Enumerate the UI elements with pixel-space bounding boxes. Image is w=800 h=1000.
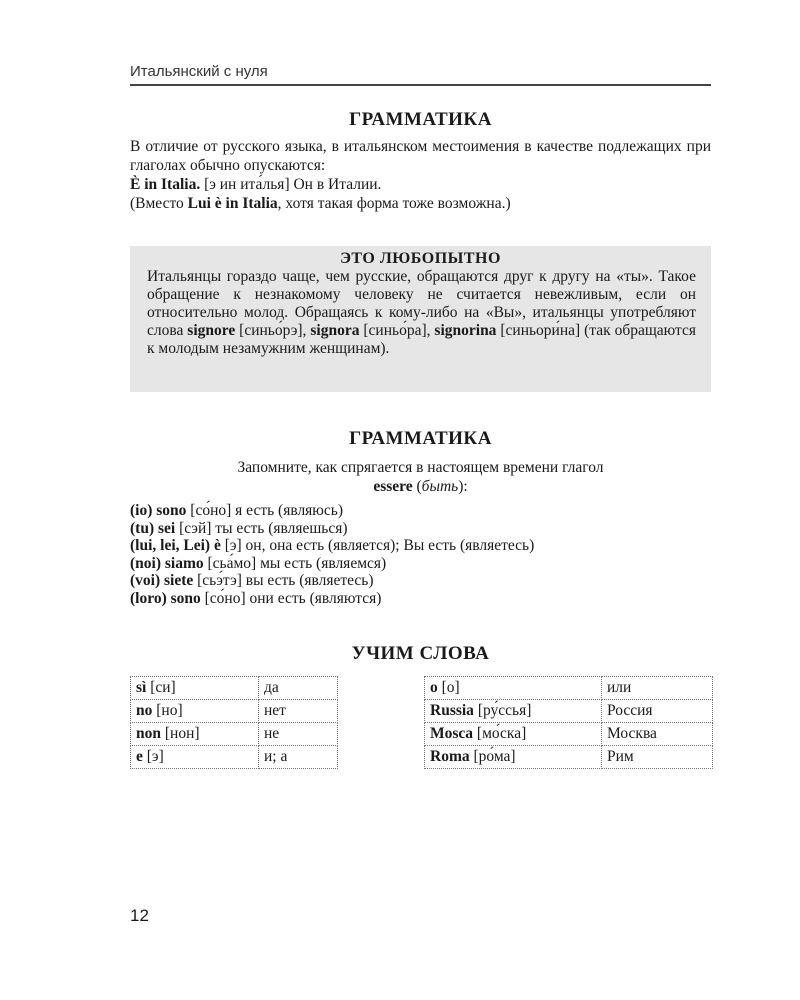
vocab-italian: sì xyxy=(136,679,147,696)
table-row xyxy=(425,677,713,700)
table-row xyxy=(131,700,338,723)
vocab-word-cell xyxy=(425,723,602,746)
table-row xyxy=(131,746,338,769)
word-signore: signore xyxy=(187,322,236,339)
vocab-italian: Russia xyxy=(430,702,474,719)
conjugation-row xyxy=(130,502,711,520)
vocab-pron: [мо́ска] xyxy=(473,725,527,742)
table-row xyxy=(131,723,338,746)
conj-translation: [сэй] ты есть (являешься) xyxy=(175,519,348,537)
conj-italian: (tu) sei xyxy=(130,519,176,537)
header-rule xyxy=(130,84,711,86)
conj-italian: (io) sono xyxy=(130,502,187,519)
vocab-word-cell xyxy=(425,746,602,769)
conjugation-row xyxy=(130,555,711,573)
note-italian: Lui è in Italia xyxy=(187,195,278,212)
curious-text-2: [синьо́рэ], xyxy=(235,322,311,339)
verb-meaning: быть xyxy=(421,478,459,495)
vocab-translation: Рим xyxy=(602,746,713,769)
word-signorina: signorina xyxy=(434,322,497,339)
vocab-translation: Россия xyxy=(602,700,713,723)
conj-translation: [со́но] они есть (являются) xyxy=(200,589,382,607)
conjugation-row xyxy=(130,537,711,555)
vocab-pron: [ро́ма] xyxy=(469,748,516,765)
curious-title: ЭТО ЛЮБОПЫТНО xyxy=(340,250,501,267)
vocab-pron: [нон] xyxy=(161,725,200,742)
conj-italian: (loro) sono xyxy=(130,589,201,607)
vocab-word-cell xyxy=(425,700,602,723)
vocab-italian: o xyxy=(430,679,438,696)
vocab-translation: или xyxy=(602,677,713,700)
vocab-translation: нет xyxy=(259,700,338,723)
paren-open: ( xyxy=(412,478,422,495)
grammar-1-note xyxy=(130,194,711,213)
running-head: Итальянский с нуля xyxy=(130,63,268,80)
intro-line-1: Запомните, как спрягается в настоящем времени глагол xyxy=(237,459,604,476)
vocab-italian: non xyxy=(136,725,161,742)
grammar-1-body xyxy=(130,137,711,213)
curious-text-1: Итальянцы гораздо чаще, чем русские, обращаются друг к другу на «ты». Такое обращение к незнакомому человеку не считается невежливым, если он относительно молод. Обращаясь к кому-либо на «Вы», итальянцы употребляют слова xyxy=(147,268,696,339)
conj-italian: (voi) siete xyxy=(130,572,194,590)
conjugation-list xyxy=(130,502,711,608)
paren-close: ): xyxy=(458,478,468,495)
vocab-word-cell xyxy=(425,677,602,700)
conj-translation: [сьа́мо] мы есть (являемся) xyxy=(203,554,387,572)
vocab-pron: [о] xyxy=(437,679,460,696)
conj-translation: [со́но] я есть (являюсь) xyxy=(186,502,343,519)
conj-italian: (lui, lei, Lei) è xyxy=(130,537,221,555)
vocab-table-right xyxy=(424,676,713,769)
vocab-word-cell xyxy=(131,700,259,723)
table-row xyxy=(131,677,338,700)
verb-essere: essere xyxy=(373,478,413,495)
vocab-italian: Roma xyxy=(430,748,470,765)
vocab-word-cell xyxy=(131,746,259,769)
vocab-italian: Mosca xyxy=(430,725,474,742)
grammar-1-example xyxy=(130,175,711,194)
table-row xyxy=(425,723,713,746)
page-number: 12 xyxy=(130,906,149,925)
conjugation-row xyxy=(130,590,711,608)
vocab-pron: [ру́ссья] xyxy=(473,702,532,719)
vocab-word-cell xyxy=(131,723,259,746)
conj-translation: [сьэ́тэ] вы есть (являетесь) xyxy=(193,572,374,590)
curious-text-4: [синьори́на] (так обращаются к молодым незамужним женщинам). xyxy=(147,322,696,357)
vocab-translation: и; а xyxy=(259,746,338,769)
vocab-heading: УЧИМ СЛОВА xyxy=(351,643,490,664)
vocab-pron: [си] xyxy=(146,679,176,696)
example-italian: È in Italia. xyxy=(130,176,201,193)
conj-italian: (noi) siamo xyxy=(130,554,204,572)
vocab-translation: да xyxy=(259,677,338,700)
table-row xyxy=(425,746,713,769)
conjugation-row xyxy=(130,572,711,590)
vocab-word-cell xyxy=(131,677,259,700)
vocab-pron: [но] xyxy=(152,702,183,719)
conjugation-row xyxy=(130,520,711,538)
curious-text-3: [синьо́ра], xyxy=(359,322,435,339)
vocab-italian: no xyxy=(136,702,153,719)
table-row xyxy=(425,700,713,723)
vocab-translation: Москва xyxy=(602,723,713,746)
curious-box xyxy=(130,246,711,392)
intro-line-2 xyxy=(130,477,711,496)
word-signora: signora xyxy=(310,322,360,339)
note-rest: , хотя такая форма тоже возможна.) xyxy=(277,195,511,212)
grammar-heading-2: ГРАММАТИКА xyxy=(349,428,492,449)
grammar-1-text: В отличие от русского языка, в итальянском местоимения в качестве подлежащих при глаголах обычно опускаются: xyxy=(130,138,711,174)
grammar-2-intro xyxy=(130,458,711,496)
curious-text xyxy=(147,268,696,358)
vocab-italian: e xyxy=(136,748,143,765)
vocab-translation: не xyxy=(259,723,338,746)
conj-translation: [э] он, она есть (является); Вы есть (являетесь) xyxy=(220,537,535,555)
note-open: (Вместо xyxy=(130,195,188,212)
example-translation: [э ин ита́лья] Он в Италии. xyxy=(200,176,382,193)
vocab-table-left xyxy=(130,676,338,769)
grammar-heading-1: ГРАММАТИКА xyxy=(349,109,492,130)
vocab-pron: [э] xyxy=(142,748,164,765)
